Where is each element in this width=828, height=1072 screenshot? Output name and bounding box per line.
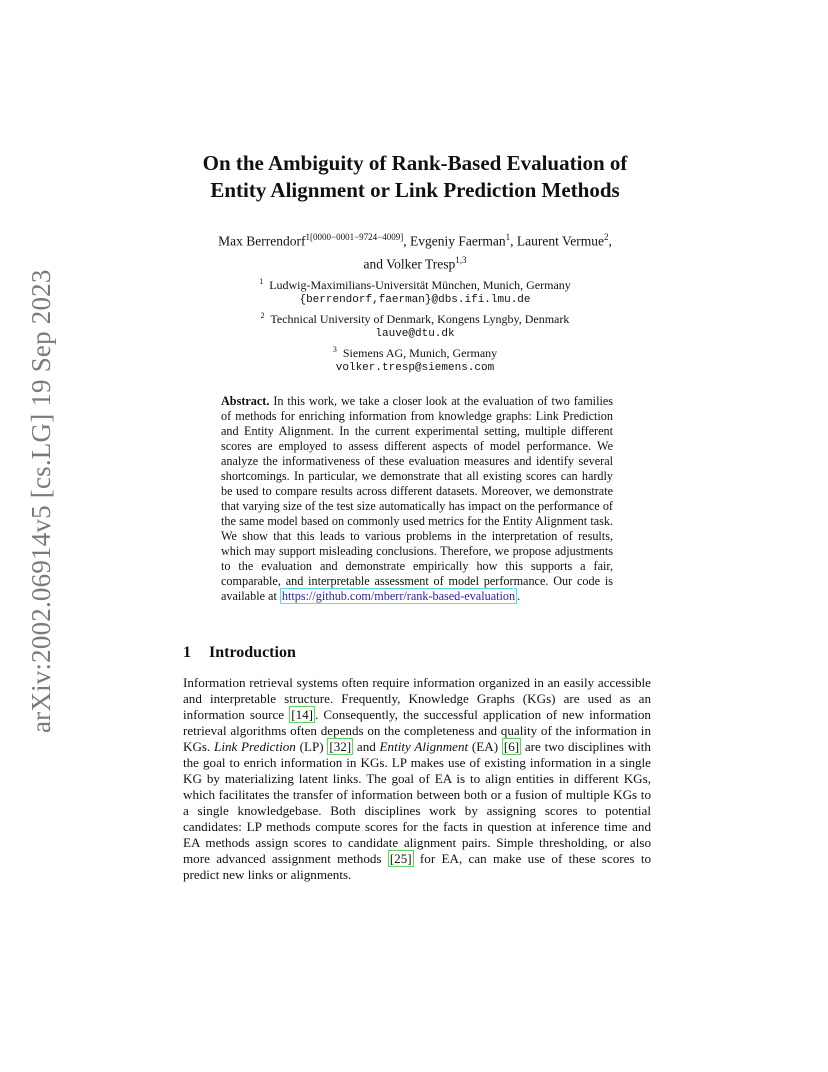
section-number: 1 [183, 644, 191, 661]
section-title: Introduction [209, 644, 296, 661]
affiliation-email: volker.tresp@siemens.com [335, 362, 495, 374]
author-separator: , [608, 233, 612, 249]
affiliation-email: lauve@dtu.dk [375, 328, 455, 340]
author-affil-sup: 1 [505, 232, 511, 242]
author-list [150, 228, 680, 273]
affiliation-name: Technical University of Denmark, Kongens Lyngby, Denmark [270, 312, 570, 326]
author-affil-sup: 1[0000−0001−9724−4009] [305, 232, 404, 242]
author-name: and Volker Tresp [363, 256, 456, 271]
author-affil-sup: 2 [603, 232, 609, 242]
title-line-2: Entity Alignment or Link Prediction Methods [210, 178, 620, 202]
intro-text: (LP) [295, 739, 328, 754]
arxiv-identifier: arXiv:2002.06914v5 [cs.LG] 19 Sep 2023 [26, 269, 56, 733]
intro-text: . Consequently, the successful application of new information retrieval algorithms often depends on the completeness and quality of the information in KGs. [183, 707, 651, 754]
intro-text: and [353, 739, 380, 754]
citation-link[interactable]: [32] [329, 739, 352, 754]
author-name: Max Berrendorf [218, 233, 306, 249]
abstract-label: Abstract. [221, 394, 270, 408]
intro-text: (EA) [468, 739, 502, 754]
citation-link[interactable]: [14] [291, 707, 314, 722]
citation-link[interactable]: [6] [503, 739, 520, 754]
affiliation-sup: 1 [259, 277, 264, 286]
paper-title [150, 150, 680, 204]
abstract [221, 394, 613, 604]
title-line-1: On the Ambiguity of Rank-Based Evaluation of [202, 151, 628, 175]
affiliation-name: Siemens AG, Munich, Germany [342, 346, 498, 360]
intro-paragraph [183, 675, 651, 883]
affiliation [180, 308, 650, 327]
affiliation-sup: 2 [260, 311, 265, 320]
author-affil-sup: 1,3 [455, 254, 467, 265]
affiliation [180, 274, 650, 293]
intro-text: for EA, can make use of these scores to predict new links or alignments. [183, 851, 651, 882]
affiliation [180, 342, 650, 361]
term-emphasis: Entity Alignment [379, 739, 469, 754]
author-name: , Laurent Vermue [510, 233, 604, 249]
term-emphasis: Link Prediction [214, 739, 296, 754]
code-link[interactable]: https://github.com/mberr/rank-based-evaluation [281, 589, 516, 603]
abstract-text: In this work, we take a closer look at the evaluation of two families of methods for enriching information from knowledge graphs: Link Prediction and Entity Alignment. In the current experimental setting, multiple different scores are employed to assess different aspects of model performance. We analyze the informativeness of these evaluation measures and identify several shortcomings. In particular, we demonstrate that all existing scores can hardly be used to compare results across different datasets. Moreover, we demonstrate that varying size of the test size automatically has impact on the performance of the same model based on commonly used metrics for the Entity Alignment task. We show that this leads to various problems in the interpretation of results, which may support misleading conclusions. Therefore, we propose adjustments to the evaluation and demonstrate empirically how this supports a fair, comparable, and interpretable assessment of model performance. Our code is available at [221, 394, 613, 603]
affiliation-sup: 3 [332, 345, 337, 354]
citation-link[interactable]: [25] [389, 851, 412, 866]
author-name: , Evgeniy Faerman [403, 233, 506, 249]
affiliation-list [180, 274, 650, 376]
section-heading [183, 644, 296, 662]
intro-text: Information retrieval systems often require information organized in an easily accessible and interpretable structure. Frequently, Knowledge Graphs (KGs) are used as an information source [183, 675, 651, 722]
abstract-end: . [517, 589, 521, 603]
affiliation-name: Ludwig-Maximilians-Universität München, Munich, Germany [269, 278, 571, 292]
intro-text: are two disciplines with the goal to enrich information in KGs. LP makes use of existing information in a single KG by materializing latent links. The goal of EA is to align entities in different KGs, which facilitates the transfer of information between both or a fusion of multiple KGs to a single knowledgebase. Both disciplines work by assigning scores to potential candidates: LP methods compute scores for the facts in question at inference time and EA methods assign scores to candidate alignment pairs. Simple thresholding, or also more advanced assignment methods [183, 739, 651, 866]
affiliation-email: {berrendorf,faerman}@dbs.ifi.lmu.de [299, 294, 531, 306]
